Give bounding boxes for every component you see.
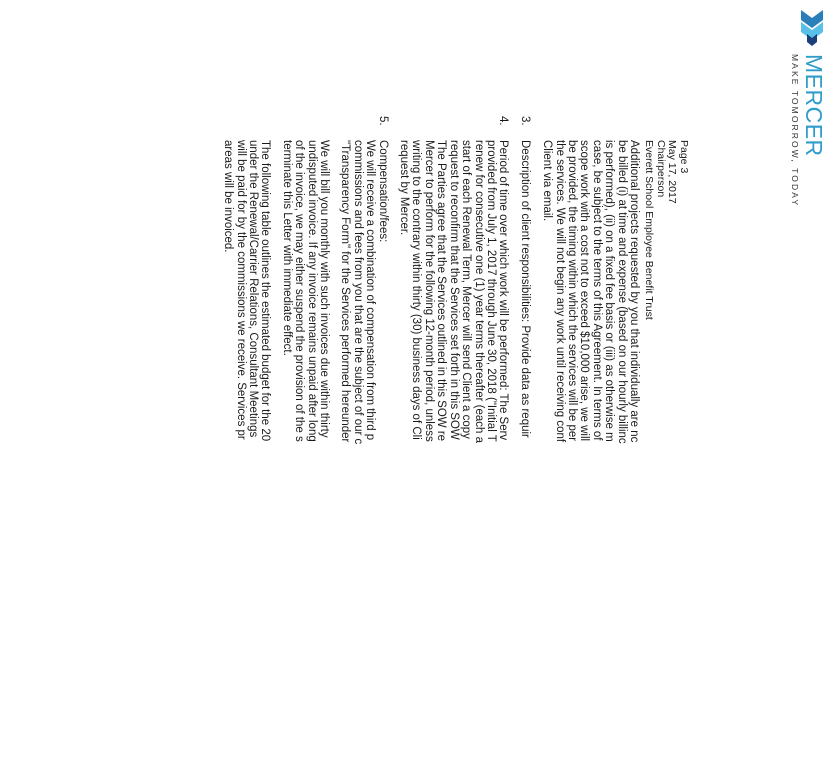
text-line: "Transparency Form" for the Services performed hereunder (339, 140, 352, 443)
text-line: Period of time over which work will be performed: The Serv (497, 140, 510, 441)
letter-date: May 17, 2017 (666, 140, 679, 204)
recipient-org: Everett School Employee Benefit Trust (643, 140, 656, 320)
section-5 (222, 116, 389, 760)
text-line: renew for consecutive one (1) year terms thereafter (each a (472, 140, 485, 443)
section-3 (518, 116, 531, 760)
text-line: areas will be invoiced. (222, 140, 235, 253)
section-number: 3. (518, 116, 531, 126)
logo-wordmark: MERCER (801, 54, 827, 157)
text-line: start of each Renewal Term, Mercer will send Client a copy (460, 140, 473, 439)
letter-header (643, 140, 689, 320)
billing-paragraph (280, 140, 330, 444)
text-line: request to reconfirm that the Services set forth in this SOW (447, 140, 460, 440)
text-line: is performed), (ii) on a fixed fee basis or (iii) as otherwise m (603, 140, 616, 442)
text-line: Mercer to perform for the following 12-month period, unless (422, 140, 435, 442)
logo-tagline: MAKE TOMORROW, TODAY (790, 54, 800, 208)
text-line: writing to the contrary within thirty (30) business days of Cli (410, 140, 423, 440)
text-line: be provided, the timing within which the services will be per (565, 140, 578, 442)
text-line: Client via email. (541, 140, 554, 222)
text-line: provided from July 1, 2017 through June 30, 2018 ("Initial T (484, 140, 497, 442)
letter-body (222, 116, 640, 760)
text-line: terminate this Letter with immediate effect. (280, 140, 293, 356)
text-line: Description of client responsibilities: Provide data as requir (518, 140, 531, 438)
page-number: Page 3 (678, 140, 690, 174)
text-line: The following table outlines the estimated budget for the 20 (259, 140, 272, 442)
text-line: Additional projects requested by you that individually are nc (628, 140, 640, 443)
recipient-name: Chairperson (655, 140, 667, 198)
text-line: request by Mercer. (398, 140, 411, 236)
text-line: be billed (i) at time and expense (based on our hourly billinc (615, 140, 628, 444)
intro-paragraph (541, 140, 640, 760)
mercer-logo (790, 8, 826, 207)
text-line: undisputed invoice. If any invoice remains unpaid after long (305, 140, 318, 442)
text-line: We will bill you monthly with such invoices due within thirty (318, 140, 331, 438)
text-line: The Parties agree that the Services outlined in this SOW re (435, 140, 448, 442)
section-number: 5. (376, 116, 389, 126)
text-line: case, be subject to the terms of this Agreement. In terms of (590, 140, 603, 441)
text-line: Compensation/fees: (376, 140, 389, 243)
text-line: will be paid for by the commissions we receive. Services pr (234, 140, 247, 440)
text-line: We will receive a combination of compensation from third p (364, 140, 377, 441)
text-line: of the invoice, we may either suspend the provision of the s (293, 140, 306, 442)
mercer-mark-icon (791, 8, 825, 48)
text-line: the services. We will not begin any work until receiving conf (553, 140, 566, 443)
section-number: 4. (497, 116, 510, 126)
section-4 (398, 116, 510, 760)
budget-paragraph (222, 140, 272, 444)
text-line: commissions and fees from you that are the subject of our c (351, 140, 364, 445)
text-line: under the Renewal/Carrier Relations, Consultant Meetings (247, 140, 260, 438)
text-line: scope work with a cost not to exceed $10,000 arise, we will (578, 140, 591, 442)
